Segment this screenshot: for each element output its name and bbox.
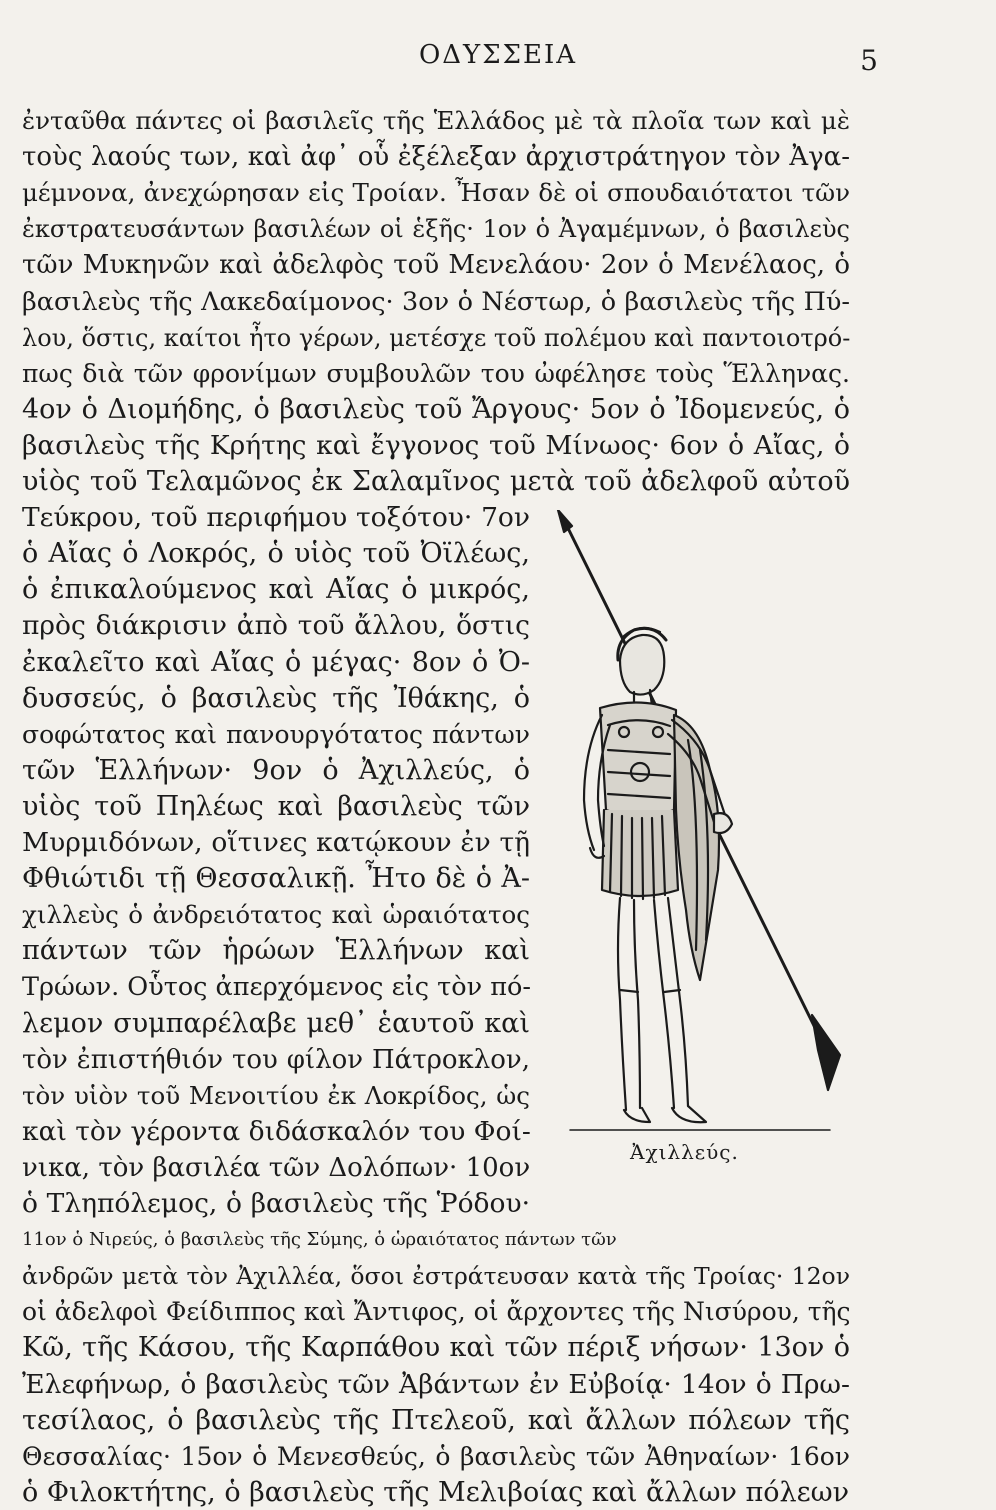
text-line: βασιλεὺς τῆς Κρήτης καὶ ἔγγονος τοῦ Μίνωος· 6ον ὁ Αἴας, ὁ [22,429,850,461]
text-line: ἐνταῦθα πάντες οἱ βασιλεῖς τῆς Ἑλλάδος μὲ τὰ πλοῖα των καὶ μὲ [22,106,850,135]
running-head-title: ΟΔΥΣΣΕΙΑ [418,40,578,70]
text-line: λεμον συμπαρέλαβε μεθ᾽ ἑαυτοῦ καὶ [22,1007,530,1039]
text-line: νικα, τὸν βασιλέα τῶν Δολόπων· 10ον [22,1152,531,1183]
text-line: 4ον ὁ Διομήδης, ὁ βασιλεὺς τοῦ Ἄργους· 5ον ὁ Ἰδομενεύς, ὁ [22,393,850,425]
text-line: πως διὰ τῶν φρονίμων συμβουλῶν του ὠφέλησε τοὺς Ἕλληνας. [22,358,850,388]
text-line: τὸν υἱὸν τοῦ Μενοιτίου ἐκ Λοκρίδος, ὡς [22,1080,530,1110]
text-line: Θεσσαλίας· 15ον ὁ Μενεσθεύς, ὁ βασιλεὺς τῶν Ἀθηναίων· 16ον [22,1441,850,1471]
text-line: χιλλεὺς ὁ ἀνδρειότατος καὶ ὡραιότατος [22,900,530,930]
text-line: Ἐλεφήνωρ, ὁ βασιλεὺς τῶν Ἀβάντων ἐν Εὐβοίᾳ· 14ον ὁ Πρω- [22,1368,850,1400]
text-line: Φθιώτιδι τῇ Θεσσαλικῇ. Ἦτο δὲ ὁ Ἀ- [22,863,530,895]
text-line: ὁ Αἴας ὁ Λοκρός, ὁ υἱὸς τοῦ Ὀϊλέως, [22,538,530,570]
text-line: ἐκστρατευσάντων βασιλέων οἱ ἑξῆς· 1ον ὁ Ἀγαμέμνων, ὁ βασιλεὺς [22,215,850,244]
text-line: πάντων τῶν ἡρώων Ἑλλήνων καὶ [22,935,530,967]
text-line: τῶν Ἑλλήνων· 9ον ὁ Ἀχιλλεύς, ὁ [22,754,530,786]
text-line: ὁ Φιλοκτήτης, ὁ βασιλεὺς τῆς Μελιβοίας καὶ ἄλλων πόλεων [22,1476,850,1508]
text-line: Μυρμιδόνων, οἵτινες κατῴκουν ἐν τῇ [22,827,530,858]
text-line: οἱ ἀδελφοὶ Φείδιππος καὶ Ἄντιφος, οἱ ἄρχοντες τῆς Νισύρου, τῆς [22,1297,851,1327]
text-line: καὶ τὸν γέροντα διδάσκαλόν του Φοί- [22,1115,531,1147]
text-line: ὁ ἐπικαλούμενος καὶ Αἴας ὁ μικρός, [22,574,530,606]
text-line: τοὺς λαούς των, καὶ ἀφ᾽ οὗ ἐξέλεξαν ἀρχιστράτηγον τὸν Ἀγα- [22,142,850,173]
text-line: μέμνονα, ἀνεχώρησαν εἰς Τροίαν. Ἦσαν δὲ οἱ σπουδαιότατοι τῶν [22,178,850,208]
text-line: βασιλεὺς τῆς Λακεδαίμονος· 3ον ὁ Νέστωρ, ὁ βασιλεὺς τῆς Πύ- [22,286,850,317]
text-line: τεσίλαος, ὁ βασιλεὺς τῆς Πτελεοῦ, καὶ ἄλλων πόλεων τῆς [22,1404,850,1436]
text-line: τὸν ἐπιστήθιόν του φίλον Πάτροκλον, [22,1044,530,1075]
text-line: Τρώων. Οὗτος ἀπερχόμενος εἰς τὸν πό- [22,972,531,1003]
text-line: ἐκαλεῖτο καὶ Αἴας ὁ μέγας· 8ον ὁ Ὀ- [22,646,530,678]
text-line: ὁ Τληπόλεμος, ὁ βασιλεὺς τῆς Ῥόδου· [22,1188,530,1219]
text-line: πρὸς διάκρισιν ἀπὸ τοῦ ἄλλου, ὅστις [22,610,530,642]
text-line: Τεύκρου, τοῦ περιφήμου τοξότου· 7ον [22,502,530,534]
text-line: 11ον ὁ Νιρεύς, ὁ βασιλεὺς τῆς Σύμης, ὁ ὡραιότατος πάντων τῶν [22,1229,617,1251]
text-line: υἱὸς τοῦ Πηλέως καὶ βασιλεὺς τῶν [22,790,530,822]
text-line: σοφώτατος καὶ πανουργότατος πάντων [22,719,530,749]
text-line: Κῶ, τῆς Κάσου, τῆς Καρπάθου καὶ τῶν πέριξ νήσων· 13ον ὁ [22,1332,850,1364]
text-line: τῶν Μυκηνῶν καὶ ἀδελφὸς τοῦ Μενελάου· 2ον ὁ Μενέλαος, ὁ [22,250,850,281]
text-line: υἱὸς τοῦ Τελαμῶνος ἐκ Σαλαμῖνος μετὰ τοῦ ἀδελφοῦ αὐτοῦ [22,466,850,497]
text-line: ἀνδρῶν μετὰ τὸν Ἀχιλλέα, ὅσοι ἐστράτευσαν κατὰ τῆς Τροίας· 12ον [22,1262,850,1291]
page-number: 5 [860,44,878,77]
figure-caption: Ἀχιλλεύς. [630,1140,739,1164]
achilles-illustration [550,510,850,1160]
text-line: δυσσεύς, ὁ βασιλεὺς τῆς Ἰθάκης, ὁ [22,682,530,714]
text-line: λου, ὅστις, καίτοι ἦτο γέρων, μετέσχε τοῦ πολέμου καὶ παντοιοτρό- [22,323,851,352]
